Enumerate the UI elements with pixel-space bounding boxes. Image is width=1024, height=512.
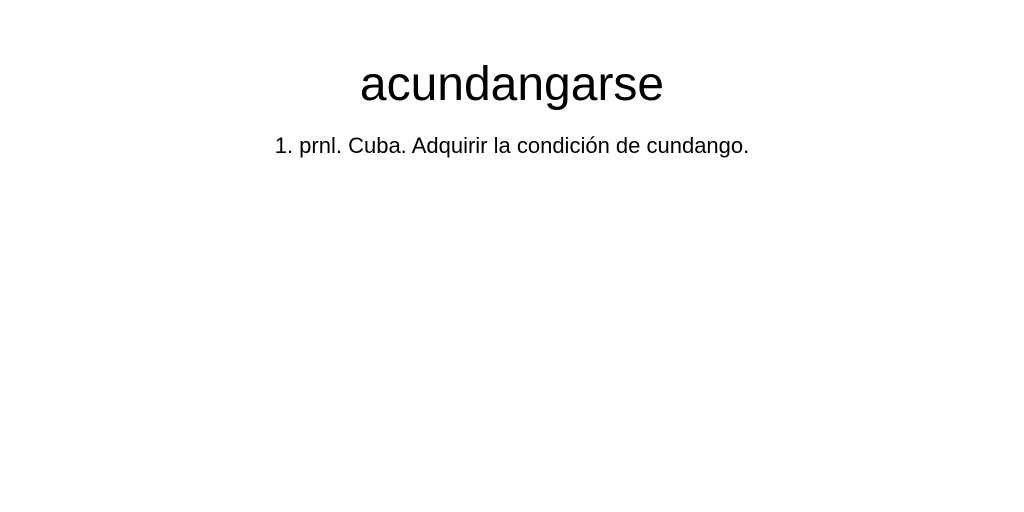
headword: acundangarse xyxy=(359,58,665,111)
definition-1: 1. prnl. Cuba. Adquirir la condición de cundango. xyxy=(274,133,750,158)
